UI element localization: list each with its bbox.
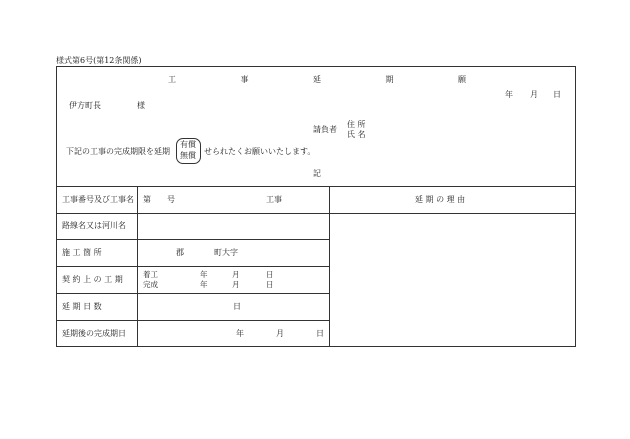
form-number-label: 様式第6号(第12条関係) <box>56 56 142 65</box>
addressee-honorific: 様 <box>137 101 145 110</box>
location-gun-text: 郡 <box>176 248 184 257</box>
option-paid: 有償 <box>180 140 196 149</box>
reason-column-line <box>329 186 330 347</box>
work-koji-text: 工事 <box>266 195 282 204</box>
row-line-2 <box>56 239 329 240</box>
work-go-text: 号 <box>167 195 175 204</box>
label-column-line <box>137 186 138 347</box>
addressee-name: 伊方町長 <box>69 101 101 110</box>
request-suffix: せられたくお願いいたします。 <box>204 147 316 156</box>
contractor-address-label: 住 所 <box>347 120 366 129</box>
table-top-line <box>56 186 576 187</box>
route-name-label: 路線名又は河川名 <box>62 221 126 230</box>
extension-days-label: 延 期 日 数 <box>62 302 102 311</box>
start-day: 日 <box>266 270 274 279</box>
new-completion-month: 月 <box>276 329 284 338</box>
request-prefix: 下記の工事の完成期限を延期 <box>66 147 170 156</box>
title-char: 延 <box>313 75 321 84</box>
start-year: 年 <box>200 270 208 279</box>
new-completion-day: 日 <box>316 329 324 338</box>
date-year: 年 <box>505 90 513 99</box>
date-day: 日 <box>553 90 561 99</box>
end-year: 年 <box>200 280 208 289</box>
row-line-4 <box>56 293 329 294</box>
location-town-text: 町大字 <box>214 248 238 257</box>
location-label: 施 工 箇 所 <box>62 248 102 257</box>
option-unpaid: 無償 <box>180 151 196 160</box>
reason-header-line <box>329 213 576 214</box>
end-month: 月 <box>232 280 240 289</box>
form-title <box>168 75 466 85</box>
new-completion-label: 延期後の完成期日 <box>62 329 126 338</box>
work-dai-text: 第 <box>143 195 151 204</box>
contractor-name-label: 氏 名 <box>347 130 366 139</box>
end-day: 日 <box>266 280 274 289</box>
contractor-label: 請負者 <box>313 125 337 134</box>
ki-mark: 記 <box>313 169 321 178</box>
new-completion-year: 年 <box>236 329 244 338</box>
contract-period-label: 契 約 上 の 工 期 <box>62 275 123 284</box>
form-frame <box>56 66 576 347</box>
title-char: 工 <box>168 75 176 84</box>
start-month: 月 <box>232 270 240 279</box>
end-label: 完成 <box>143 280 158 289</box>
work-number-label: 工事番号及び工事名 <box>62 195 134 204</box>
title-char: 期 <box>385 75 394 84</box>
row-line-3 <box>56 266 329 267</box>
start-label: 着工 <box>143 270 158 279</box>
row-line-1 <box>56 213 329 214</box>
date-month: 月 <box>530 90 538 99</box>
title-char: 事 <box>240 75 249 84</box>
extension-days-unit: 日 <box>233 302 241 311</box>
reason-header: 延 期 の 理 由 <box>415 195 466 204</box>
row-line-5 <box>56 320 329 321</box>
title-char: 願 <box>458 75 466 84</box>
